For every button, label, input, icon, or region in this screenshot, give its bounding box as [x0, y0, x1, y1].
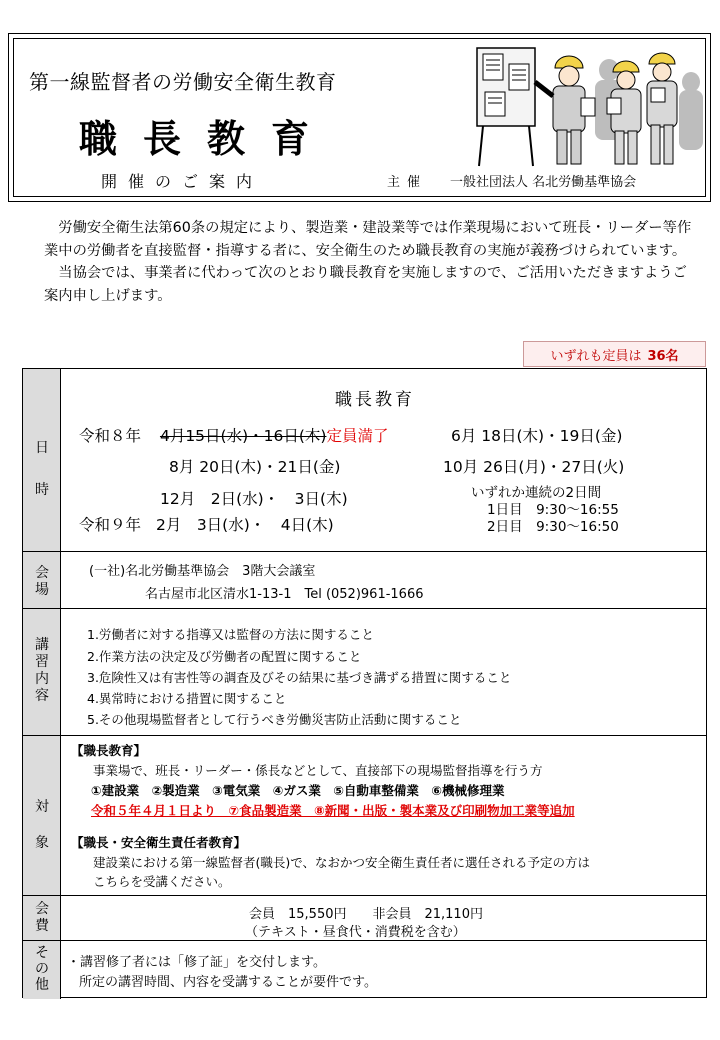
instructor-worker-icon	[535, 56, 595, 164]
schedule-row-4	[79, 513, 334, 535]
schedule-row-1	[79, 424, 388, 446]
session-date-october: 10月 26日(月)・27日(火)	[443, 458, 625, 476]
host-label: 主催	[387, 175, 428, 190]
row-divider	[23, 608, 706, 609]
target-desc-foreman: 事業場で、班長・リーダー・係長などとして、直接部下の現場監督指導を行う方	[93, 763, 543, 778]
target-desc-safety-2: こちらを受講ください。	[93, 874, 231, 889]
schedule-note-title: いずれか連続の2日間	[471, 485, 602, 501]
schedule-label: 日時	[35, 440, 49, 498]
header-subtitle: 第一線監督者の労働安全衛生教育	[29, 70, 337, 94]
course-info-table	[22, 368, 707, 998]
workers-illustration	[469, 42, 705, 168]
session-date-august: 8月 20日(木)・21日(金)	[169, 458, 341, 476]
row-divider	[23, 940, 706, 941]
era-r8: 令和８年	[79, 427, 142, 445]
venue-line-1: (一社)名北労働基準協会 3階大会議室	[89, 564, 316, 579]
row-divider	[23, 551, 706, 552]
fee-label: 会費	[35, 901, 49, 934]
invitation-label: 開催のご案内	[101, 172, 264, 191]
venue-label: 会場	[35, 565, 49, 598]
other-line-1: ・講習修了者には「修了証」を交付します。	[67, 955, 326, 970]
notice-board-icon	[477, 48, 535, 166]
content-item-4: 4.異常時における措置に関すること	[87, 691, 287, 706]
era-r9: 令和９年	[79, 516, 142, 534]
session-struck-date: 4月15日(水)・16日(木)	[159, 427, 327, 445]
row-divider	[23, 895, 706, 896]
target-heading-safety: 【職長・安全衛生責任者教育】	[71, 835, 247, 850]
host-name: 一般社団法人 名北労働基準協会	[450, 175, 637, 190]
intro-text	[44, 217, 694, 307]
schedule-note-day2: 2日目 9:30～16:50	[487, 519, 619, 535]
schedule-note-day1: 1日目 9:30～16:55	[487, 502, 619, 518]
session-date-february: 2月 3日(水)・ 4日(木)	[155, 516, 334, 534]
capacity-value: 36名	[647, 348, 679, 364]
schedule-note	[471, 485, 619, 536]
fee-includes: （テキスト・昼食代・消費税を含む）	[245, 925, 466, 940]
target-heading-foreman: 【職長教育】	[71, 743, 147, 758]
target-label: 対象	[35, 799, 49, 851]
row-divider	[23, 735, 706, 736]
header-box	[8, 33, 711, 202]
full-capacity-label: 定員満了	[326, 427, 389, 445]
intro-paragraph-2: 当協会では、事業者に代わって次のとおり職長教育を実施しますので、ご活用いただきますようご案内申し上げます。	[44, 265, 687, 304]
page-title: 職長教育	[79, 117, 336, 161]
target-desc-safety-1: 建設業における第一線監督者(職長)で、なおかつ安全衛生責任者に選任される予定の方は	[93, 855, 591, 870]
session-date-june: 6月 18日(木)・19日(金)	[451, 427, 623, 445]
content-item-5: 5.その他現場監督者として行うべき労働災害防止活動に関すること	[87, 712, 462, 727]
content-item-3: 3.危険性又は有害性等の調査及びその結果に基づき講ずる措置に関すること	[87, 670, 512, 685]
capacity-badge	[523, 341, 706, 367]
content-item-2: 2.作業方法の決定及び労働者の配置に関すること	[87, 649, 362, 664]
venue-line-2: 名古屋市北区清水1-13-1 Tel (052)961-1666	[145, 587, 424, 602]
other-line-2: 所定の講習時間、内容を受講することが要件です。	[79, 975, 377, 990]
intro-paragraph-1: 労働安全衛生法第60条の規定により、製造業・建設業等では作業現場において班長・リーダー等作業中の労働者を直接監督・指導する者に、安全衛生のため職長教育の実施が義務づけられています。	[44, 220, 692, 259]
content-item-1: 1.労働者に対する指導又は監督の方法に関すること	[87, 627, 374, 642]
thinking-worker-icon	[647, 53, 677, 164]
target-industries: ①建設業 ②製造業 ③電気業 ④ガス業 ⑤自動車整備業 ⑥機械修理業	[91, 783, 505, 798]
capacity-text: いずれも定員は	[550, 348, 642, 364]
fee-amounts: 会員 15,550円 非会員 21,110円	[249, 907, 483, 922]
target-added-industries: 令和５年４月１日より ⑦食品製造業 ⑧新聞・出版・製本業及び印刷物加工業等追加	[91, 803, 575, 818]
other-label: その他	[35, 945, 49, 993]
session-date-december: 12月 2日(水)・ 3日(木)	[160, 490, 348, 508]
contents-label: 講習内容	[35, 637, 49, 704]
course-title: 職長教育	[335, 390, 415, 410]
